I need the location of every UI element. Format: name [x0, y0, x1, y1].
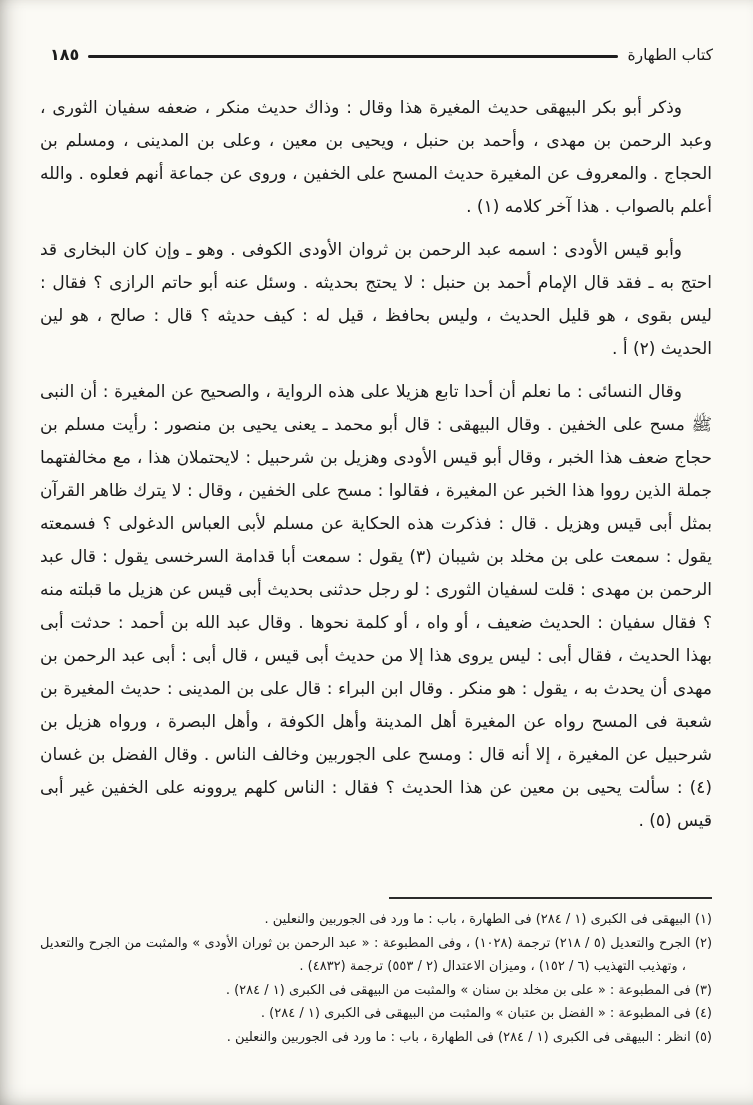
header-rule: [88, 55, 618, 58]
chapter-title: كتاب الطهارة: [627, 46, 713, 64]
footnote-1: (١) البيهقى فى الكبرى (١ / ٢٨٤) فى الطهارة ، باب : ما ورد فى الجوربين والنعلين .: [264, 912, 712, 927]
paragraph-3: وقال النسائى : ما نعلم أن أحدا تابع هزيلا على هذه الرواية ، والصحيح عن المغيرة : أن النبى ﷺ مسح على الخفين . وقال البيهقى : قال أبو محمد ـ يعنى يحيى بن منصور : رأيت مسلم بن حجاج ضعف هذا الخبر ، وقال أبو قيس الأودى وهزيل بن شرحبيل : لايحتملان هذا ، مع مخالفتهما جملة الذين رووا هذا الخبر عن المغيرة ، فقالوا : مسح على الخفين ، وقال : لا يترك ظاهر القرآن بمثل أبى قيس وهزيل . قال : فذكرت هذه الحكاية عن مسلم لأبى العباس الدغولى ؟ فسمعته يقول : سمعت على بن مخلد بن شيبان (٣) يقول : سمعت أبا قدامة السرخسى يقول : قال عبد الرحمن بن مهدى : قلت لسفيان الثورى : لو رجل حدثنى بحديث أبى قيس عن هزيل ما قبلته منه ؟ فقال سفيان : الحديث ضعيف ، أو واه ، أو كلمة نحوها . وقال عبد الله بن أحمد : حدثت أبى بهذا الحديث ، فقال أبى : ليس يروى هذا إلا من حديث أبى قيس ، قال أبى : أبى عبد الرحمن بن مهدى أن يحدث به ، يقول : هو منكر . وقال ابن البراء : قال على بن المدينى : حديث المغيرة بن شعبة فى المسح رواه عن المغيرة أهل المدينة وأهل الكوفة ، وأهل البصرة ، ورواه هزيل بن شرحبيل عن المغيرة ، إلا أنه قال : ومسح على الجوربين وخالف الناس . وقال الفضل بن غسان (٤) : سألت يحيى بن معين عن هذا الحديث ؟ فقال : الناس كلهم يروونه على الخفين غير أبى قيس (٥) .: [40, 382, 713, 831]
page-number: ١٨٥: [50, 45, 80, 64]
footnote-2: (٢) الجرح والتعديل (٥ / ٢١٨) ترجمة (١٠٢٨) ، وفى المطبوعة : « عبد الرحمن بن ثوران الأودى » والمثبت من الجرح والتعديل ، وتهذيب التهذيب (٦ / ١٥٢) ، وميزان الاعتدال (٢ / ٥٥٣) ترجمة (٤٨٣٢) .: [40, 935, 713, 974]
footnote-5: (٥) انظر : البيهقى فى الكبرى (١ / ٢٨٤) فى الطهارة ، باب : ما ورد فى الجوربين والنعلين .: [226, 1029, 712, 1045]
paragraph-1: وذكر أبو بكر البيهقى حديث المغيرة هذا وقال : وذاك حديث منكر ، ضعفه سفيان الثورى ، وعبد الرحمن بن مهدى ، وأحمد بن حنبل ، ويحيى بن معين ، وعلى بن المدينى ، ومسلم بن الحجاج . والمعروف عن المغيرة حديث المسح على الخفين ، وروى عن جماعة أنهم فعلوه . والله أعلم بالصواب . هذا آخر كلامه (١) .: [40, 98, 712, 217]
body-text: [0, 66, 753, 838]
footnote-separator: [389, 897, 712, 899]
paragraph-2: وأبو قيس الأودى : اسمه عبد الرحمن بن ثروان الأودى الكوفى . وهو ـ وإن كان البخارى قد احتج به ـ فقد قال الإمام أحمد بن حنبل : لا يحتج بحديثه . وسئل عنه أبو حاتم الرازى ؟ فقال : ليس بقوى ، هو قليل الحديث ، وليس بحافظ ، قيل له : كيف حديثه ؟ قال : صالح ، هو لين الحديث (٢) أ .: [40, 240, 712, 359]
footnote-3: (٣) فى المطبوعة : « على بن مخلد بن سنان » والمثبت من البيهقى فى الكبرى (١ / ٢٨٤) .: [225, 982, 712, 998]
page-header: [0, 0, 753, 66]
footnote-4: (٤) فى المطبوعة : « الفضل بن عتبان » والمثبت من البيهقى فى الكبرى (١ / ٢٨٤) .: [260, 1006, 712, 1021]
footnotes-section: [40, 897, 712, 1105]
